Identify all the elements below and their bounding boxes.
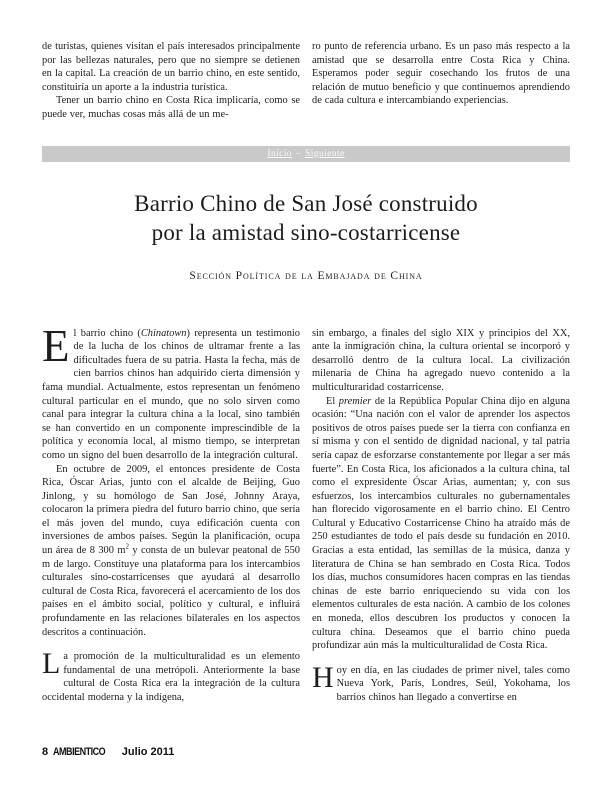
paragraph — [42, 40, 300, 94]
text-run: a promoción de la multiculturalidad es un elemento fundamental de una metrópoli. Anteriormente la base cultural de Costa Rica era la integración de la cultura occidental moderna y la indígena, — [42, 651, 300, 703]
nav-link-siguiente[interactable]: Siguiente — [305, 148, 345, 159]
paragraph — [42, 463, 300, 640]
article-title-line2: por la amistad sino-costarricense — [151, 219, 461, 245]
drop-cap: E — [42, 320, 70, 371]
section-heading: Sección Política de la Embajada de China — [189, 269, 423, 282]
paragraph — [312, 395, 570, 653]
text-run: Tener un barrio chino en Costa Rica implicaría, como se puede ver, muchas cosas más allá de un me- — [42, 95, 300, 120]
paragraph — [42, 94, 300, 121]
text-run: ro punto de referencia urbano. Es un paso más respecto a la amistad que se desarrolla entre Costa Rica y China. Esperamos poder seguir cosechando los frutos de una relación de mutuo beneficio y que continuemos aprendiendo de cada cultura e intercambiando experiencias. — [312, 41, 570, 107]
text-run: y consta de un bulevar peatonal de 550 m de largo. Constituye una plataforma para los intercambios culturales sino-costarricenses que ayudará al desarrollo cultural de Costa Rica, favorecerá el acercamiento de los dos países en el ámbito social, político y cultural, e influirá profundamente en las relaciones bilaterales en los aspectos descritos a continuación. — [42, 545, 300, 638]
article-columns — [42, 320, 570, 705]
drop-cap: H — [312, 660, 334, 694]
issue-date: Julio 2011 — [121, 746, 175, 758]
nav-link-inicio[interactable]: Inicio — [267, 148, 292, 159]
text-run: de la República Popular China dijo en alguna ocasión: “Una nación con el valor de aprender los aspectos positivos de otros países puede ser la tierra con confianza en sí misma y con el sentido de dignidad nacional, y tal patria sería capaz de esforzarse constantemente por llegar a ser más fuerte”. En Costa Rica, los aficionados a la cultura china, tal como el expresidente Óscar Arias, aumentan; y, con sus esfuerzos, los intercambios culturales no gubernamentales han florecido vigorosamente en el barrio chino. El Centro Cultural y Educativo Costarricense Chino ha atraído más de 250 estudiantes de todo el país desde su fundación en 2010. Gracias a esta entidad, las semillas de la música, danza y literatura de China se han sembrado en Costa Rica. Todos los días, muchos consumidores hacen compras en las tiendas chinas de este barrio enriqueciendo su vida con los elementos culturales de esta nación. A cambio de los colones en moneda, ellos descubren los productos y conocen la cultura china. Deseamos que el barrio chino pueda profundizar aún más la multiculturalidad de Costa Rica. — [312, 395, 570, 652]
intro-columns — [42, 40, 570, 122]
paragraph — [42, 320, 301, 463]
paragraph — [312, 327, 570, 395]
drop-cap: L — [42, 647, 61, 681]
text-run: ) representa un testimonio de la lucha de los chinos de ultramar frente a las dificultades fuera de su patria. Hasta la fecha, más de cien barrios chinos han adquirido cierta dimensión y fama mundial. Actualmente, estos representan un fenómeno cultural particular en el mundo, que no solo sirven como canal para integrar la cultura china a la local, sino también se han convertido en un componente imprescindible de la política y economía local, al mismo tiempo, se interpretan como un signo del buen desarrollo de la integración cultural. — [42, 327, 301, 461]
page-navigation-bar — [42, 146, 570, 162]
intro-right-column — [312, 40, 570, 122]
text-run: sin embargo, a finales del siglo XIX y principios del XX, ante la inmigración china, la cultura oriental se incorporó y desarrolló dentro de la cultura local. La civilización milenaria de China ha agregado nuevo contenido a la multiculturaridad costarricense. — [312, 327, 570, 393]
text-run: Chinatown — [140, 327, 187, 339]
article-title-line1: Barrio Chino de San José construido — [134, 190, 478, 216]
text-run: premier — [338, 395, 372, 407]
nav-separator: – — [295, 148, 302, 159]
page-number: 8 — [42, 746, 49, 758]
text-run: de turistas, quienes visitan el país interesados principalmente por las bellezas naturales, pero que no siempre se detienen en la capital. La creación de un barrio chino, en este sentido, constituiría un aporte a la industria turística. — [42, 41, 300, 93]
magazine-logo: AMBIENTICO — [53, 746, 106, 758]
paragraph — [312, 660, 570, 705]
text-run: 2 — [125, 542, 129, 551]
intro-left-column — [42, 40, 300, 122]
article-title — [42, 189, 570, 247]
text-run: l barrio chino ( — [73, 327, 141, 339]
page-content — [42, 40, 570, 705]
article-left-column — [42, 320, 301, 705]
paragraph — [312, 40, 570, 108]
article-right-column — [312, 327, 570, 705]
paragraph — [42, 647, 300, 704]
text-run: El — [326, 395, 339, 407]
text-run: oy en día, en las ciudades de primer nivel, tales como Nueva York, París, Londres, Seúl, Yokohama, los barrios chinos han llegado a convertirse en — [336, 664, 570, 703]
text-run: En octubre de 2009, el entonces presidente de Costa Rica, Óscar Arias, junto con el alcalde de Beijing, Guo Jinlong, y su homólogo de San José, Johnny Araya, colocaron la primera piedra del futuro barrio chino, que sería el más joven del mundo, cuya edificación cuenta con inversiones de ambos países. Según la planificación, ocupa un área de 8 300 m — [42, 463, 300, 557]
page-footer — [42, 746, 174, 758]
